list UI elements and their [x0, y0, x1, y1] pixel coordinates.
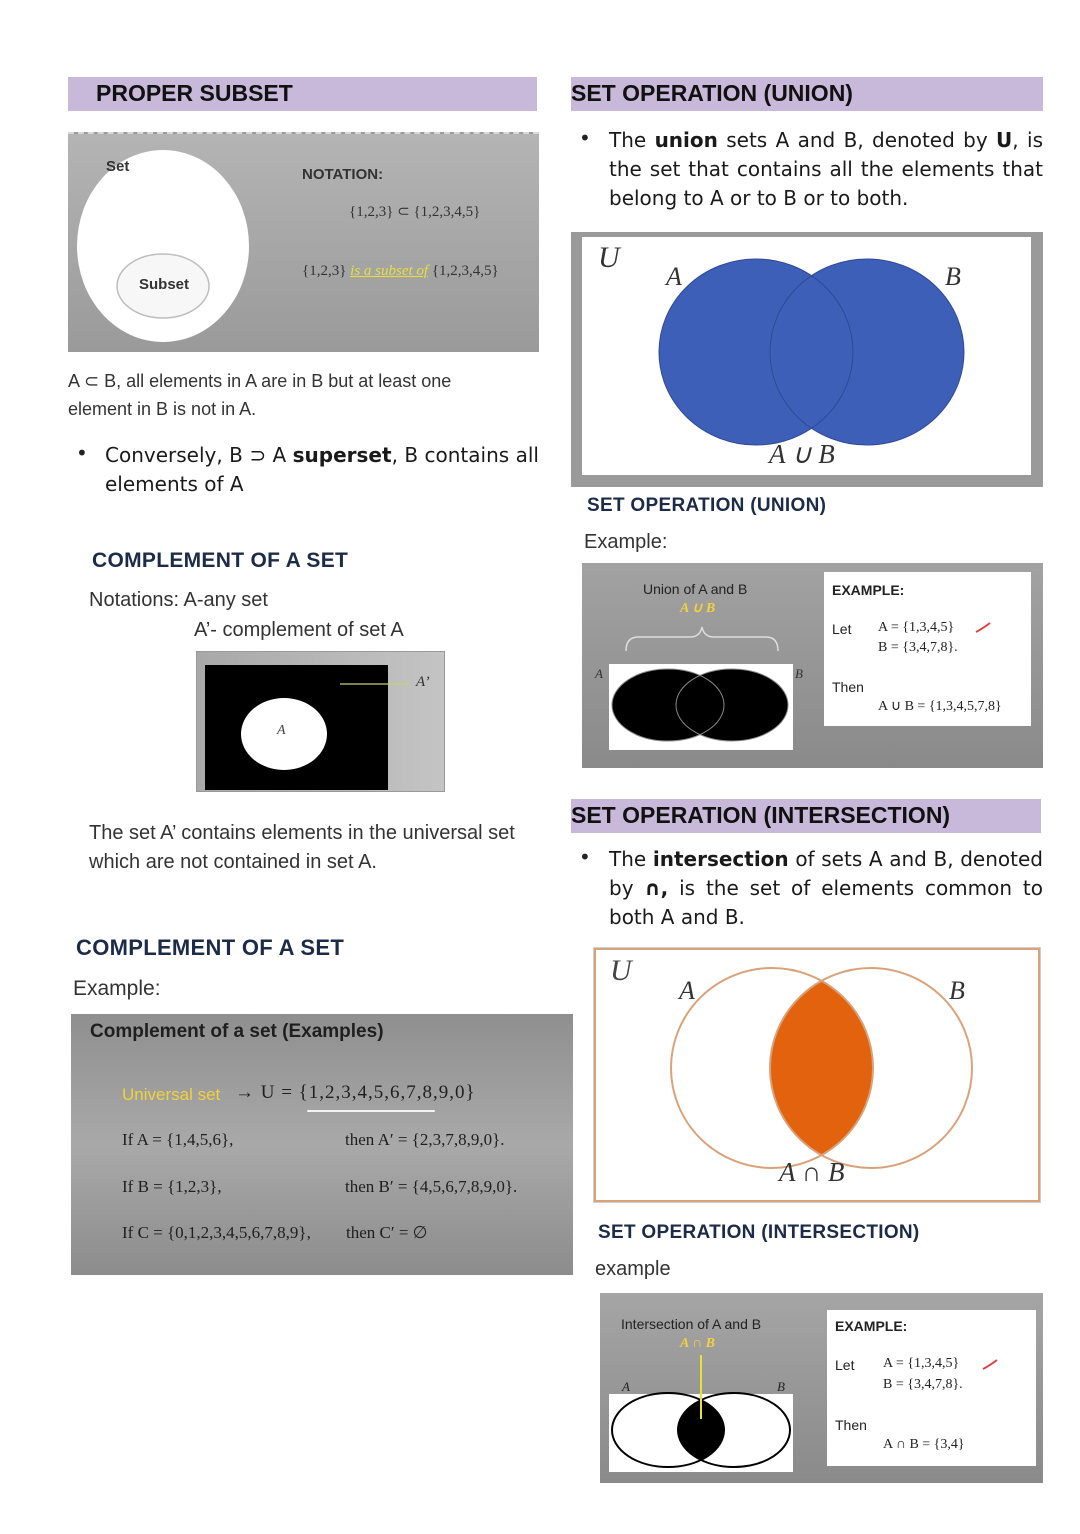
- union-brace: [626, 627, 778, 651]
- proper-subset-caption: [68, 367, 538, 423]
- union-circle-b: [770, 259, 964, 445]
- subset-label: Subset: [139, 276, 190, 293]
- intersection-ex-example-label: EXAMPLE:: [835, 1318, 908, 1334]
- union-text-post: , is the set that contains all the elements that belong to A or to B or to both.: [609, 128, 1043, 210]
- union-text-mid: sets A and B, denoted by: [717, 128, 997, 152]
- union-ex-svg: [582, 563, 1043, 768]
- complement-desc-line2: which are not contained in set A.: [89, 851, 377, 873]
- notation-line2-a: {1,2,3}: [302, 263, 347, 279]
- intersection-bullet-text: [609, 845, 1043, 932]
- proper-subset-header: [68, 77, 537, 111]
- complement-description: [89, 819, 549, 877]
- intersection-example-image: [600, 1293, 1043, 1483]
- intersection-text-mid: of sets A and B, denoted by: [609, 847, 1043, 900]
- notation-line1: {1,2,3} ⊂ {1,2,3,4,5}: [349, 204, 481, 220]
- intersection-U-label: U: [610, 954, 632, 987]
- complement-desc-line1: The set A’ contains elements in the universal set: [89, 822, 515, 844]
- intersection-text-pre: The: [609, 847, 653, 871]
- intersection-bullet-dot: •: [579, 845, 591, 869]
- union-B-label: B: [945, 262, 961, 291]
- union-ex-sub: A ∪ B: [680, 601, 716, 616]
- intersection-bold-symbol: ∩,: [644, 876, 669, 900]
- union-bullet-text: [609, 126, 1043, 213]
- complement-Aprime-label: A’: [416, 674, 430, 690]
- union-ex-then: Then: [832, 679, 864, 695]
- notation-line2-b: is a subset of: [350, 263, 429, 279]
- union-title: SET OPERATION (UNION): [571, 80, 853, 106]
- union-ex-result: A ∪ B = {1,3,4,5,7,8}: [878, 699, 1002, 714]
- complement-row3-right: then C′ = ∅: [346, 1223, 428, 1242]
- intersection-ex-A: A: [622, 1379, 630, 1394]
- union-bullet-dot: •: [579, 126, 591, 150]
- intersection-ex-a-def: A = {1,3,4,5}: [883, 1356, 960, 1371]
- union-bold-word: union: [654, 128, 718, 152]
- intersection-bold-word: intersection: [652, 847, 789, 871]
- superset-text-post: , B contains all elements of A: [105, 443, 539, 496]
- notation-line2: [302, 263, 499, 280]
- union-example-label: Example:: [584, 531, 668, 553]
- intersection-result-label: A ∩ B: [779, 1157, 845, 1187]
- intersection-ex-B: B: [777, 1379, 785, 1394]
- union-ex-title: Union of A and B: [643, 581, 748, 597]
- superset-bullet-dot: •: [76, 441, 88, 465]
- caption-line2: element in B is not in A.: [68, 399, 257, 419]
- union-U-label: U: [598, 241, 620, 274]
- intersection-ex-let: Let: [835, 1357, 855, 1373]
- intersection-text-post: is the set of elements common to both A and B.: [609, 876, 1043, 929]
- notation-label: NOTATION:: [302, 166, 384, 183]
- intersection-fill: [770, 968, 972, 1168]
- proper-subset-image: [68, 132, 539, 352]
- notation-line2-c: {1,2,3,4,5}: [431, 263, 499, 279]
- complement-heading-2: COMPLEMENT OF A SET: [76, 935, 345, 960]
- complement-row1-left: If A = {1,4,5,6},: [122, 1130, 234, 1149]
- caption-line1: A ⊂ B, all elements in A are in B but at least one: [68, 371, 452, 391]
- intersection-ex-svg: [600, 1293, 1043, 1483]
- union-text-pre: The: [609, 128, 655, 152]
- superset-text-pre: Conversely, B ⊃ A: [105, 443, 293, 467]
- proper-subset-title: PROPER SUBSET: [96, 80, 293, 106]
- union-ex-A: A: [595, 666, 603, 681]
- superset-bullet-text: [105, 441, 539, 499]
- universal-set-eq: → U = {1,2,3,4,5,6,7,8,9,0}: [235, 1082, 476, 1103]
- union-example-image: [582, 563, 1043, 768]
- intersection-B-label: B: [949, 976, 965, 1005]
- union-bold-symbol: U: [996, 128, 1013, 152]
- complement-row2-left: If B = {1,2,3},: [122, 1177, 222, 1196]
- union-ex-a-def: A = {1,3,4,5}: [878, 620, 955, 635]
- complement-example-label: Example:: [73, 977, 161, 1000]
- union-venn-image: [571, 232, 1043, 487]
- complement-notation-1: Notations: A-any set: [89, 589, 268, 611]
- intersection-title: SET OPERATION (INTERSECTION): [571, 802, 951, 828]
- union-result-label: A ∪ B: [769, 439, 835, 469]
- union-A-label: A: [666, 262, 682, 291]
- intersection-A-label: A: [679, 976, 695, 1005]
- complement-row1-right: then A′ = {2,3,7,8,9,0}.: [345, 1130, 505, 1149]
- union-sub-heading: SET OPERATION (UNION): [587, 495, 827, 516]
- union-ex-B: B: [795, 666, 803, 681]
- intersection-ex-result: A ∩ B = {3,4}: [883, 1437, 965, 1452]
- union-ex-example-label: EXAMPLE:: [832, 582, 905, 598]
- intersection-sub-heading: SET OPERATION (INTERSECTION): [598, 1222, 920, 1243]
- universal-set-label: Universal set: [122, 1085, 221, 1104]
- complement-row3-left: If C = {0,1,2,3,4,5,6,7,8,9},: [122, 1223, 311, 1242]
- intersection-ex-title: Intersection of A and B: [621, 1316, 762, 1332]
- complement-row2-right: then B′ = {4,5,6,7,8,9,0}.: [345, 1177, 518, 1196]
- intersection-venn-image: [594, 948, 1040, 1202]
- superset-bold: superset: [292, 443, 392, 467]
- set-label: Set: [106, 158, 130, 175]
- union-venn-canvas: [582, 237, 1031, 475]
- complement-box-title: Complement of a set (Examples): [90, 1021, 384, 1042]
- intersection-ex-b-def: B = {3,4,7,8}.: [883, 1377, 963, 1392]
- universal-underline: [307, 1110, 435, 1112]
- complement-heading-1: COMPLEMENT OF A SET: [92, 549, 349, 572]
- complement-image: [196, 651, 445, 792]
- intersection-example-label: example: [595, 1258, 671, 1280]
- union-ex-b-def: B = {3,4,7,8}.: [878, 640, 958, 655]
- complement-A-label: A: [277, 723, 286, 738]
- complement-examples-box: [71, 1014, 573, 1275]
- complement-svg: [197, 652, 446, 793]
- intersection-ex-sub: A ∩ B: [680, 1336, 715, 1351]
- union-header: [571, 77, 1043, 111]
- union-ex-let: Let: [832, 621, 852, 637]
- intersection-ex-then: Then: [835, 1417, 867, 1433]
- complement-notation-2: A’- complement of set A: [194, 619, 404, 641]
- intersection-header: [571, 799, 1041, 833]
